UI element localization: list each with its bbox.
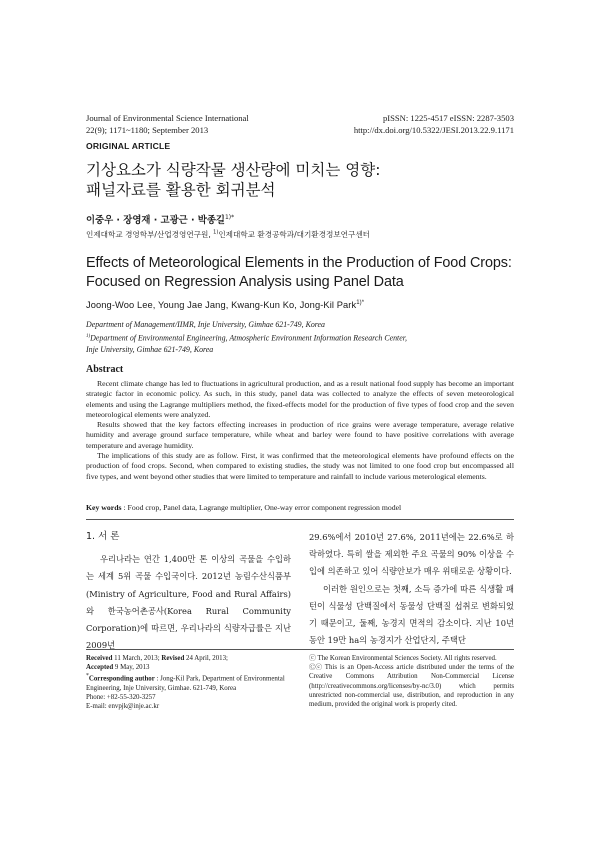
journal-identifiers	[354, 112, 514, 136]
section-heading-introduction: 1. 서 론	[86, 531, 120, 542]
korean-title-line2: 패널자료를 활용한 회귀분석	[86, 181, 276, 199]
accepted	[86, 663, 291, 672]
english-title-line2: Focused on Regression Analysis using Panel Data	[86, 274, 404, 290]
body-paragraph: 29.6%에서 2010년 27.6%, 2011년에는 22.6%로 하락하였다. 특히 쌀을 제외한 주요 곡물의 90% 이상을 수입에 의존하고 있어 식량안보가 매우 위태로운 상황이다.	[309, 532, 514, 577]
email[interactable]: E-mail: envpjk@inje.ac.kr	[86, 703, 160, 711]
license-text: This is an Open-Access article distributed under the terms of the Creative Commons Attribution Non-Commercial License (http://creativecommons.org/licenses/by-nc/3.0) which permits unrestricted non-commercial use, distribution, and reproduction in any medium, provided the original work is properly cited.	[309, 664, 514, 709]
received-label: Received	[86, 655, 113, 662]
corr-sup: *	[86, 673, 89, 680]
journal-citation	[86, 112, 249, 136]
corresponding-author	[86, 672, 291, 693]
keywords-text: : Food crop, Panel data, Lagrange multiplier, One-way error component regression model	[121, 503, 402, 512]
korean-authors	[86, 212, 234, 226]
english-affil-sup: 1)	[86, 333, 91, 339]
divider-footnote	[86, 649, 514, 650]
phone: Phone: +82-55-320-3257	[86, 694, 156, 702]
license-notice	[309, 663, 514, 709]
korean-title-line1: 기상요소가 식량작물 생산량에 미치는 영향:	[86, 161, 381, 179]
english-author-names: Joong-Woo Lee, Young Jae Jang, Kwang-Kun Ko, Jong-Kil Park	[86, 300, 357, 311]
body-paragraph: 우리나라는 연간 1,400만 톤 이상의 곡물을 수입하는 세계 5위 곡물 수입국이다. 2012년 농림수산식품부(Ministry of Agriculture, Food and Rural Affairs)와 한국농어촌공사(Korea Rural Community Corporation)에 따르면, 우리나라의 식량자급률은 지난 2009년	[86, 554, 291, 651]
english-authors	[86, 300, 364, 310]
keywords	[86, 503, 514, 513]
korean-affil-1: 인제대학교 경영학부/산업경영연구원,	[86, 230, 214, 239]
english-affiliation	[86, 319, 516, 355]
journal-name: Journal of Environmental Science International	[86, 113, 249, 123]
article-type: ORIGINAL ARTICLE	[86, 141, 171, 151]
body-left-column	[86, 528, 291, 654]
corr-text: : Jong-Kil Park, Department of Environmental Engineering, Inje University, Gimhae. 621-749, Korea	[86, 675, 285, 692]
abstract-paragraph-1: Recent climate change has led to fluctuations in agricultural production, and as a result national food supply has become an important strategic factor in economic policy. As such, in this study, panel data was collected to analyze the effects of seven meteorological elements and using the Lagrange multipliers method, the fixed-effects model for the production of five types of food crop and the seven meteorological elements were analyzed.	[86, 379, 514, 419]
body-paragraph: 이러한 원인으로는 첫째, 소득 증가에 따른 식생활 패턴이 식물성 단백질에서 동물성 단백질 섭취로 변화되었기 때문이고, 둘째, 농경지 면적의 감소이다. 지난 10년 동안 19만 ha의 농경지가 산업단지, 주택단	[309, 583, 514, 646]
english-title	[86, 254, 516, 292]
footnote-license	[309, 654, 514, 709]
doi-link[interactable]: http://dx.doi.org/10.5322/JESI.2013.22.9.1171	[353, 125, 514, 135]
english-affil-line1: Department of Management/IIMR, Inje University, Gimhae 621-749, Korea	[86, 320, 326, 329]
received-revised	[86, 654, 291, 663]
footnote-dates-contact	[86, 654, 291, 712]
abstract-paragraph-3: The implications of this study are as follow. First, it was confirmed that the meteorological elements have profound effects on the production of food crops. Second, when compared to existing studies, the study was not limited to one food crop but encompassed all five types, and went beyond other studies that were limited to temperature and rainfall to include various meterological elements.	[86, 451, 514, 481]
abstract-heading: Abstract	[86, 364, 124, 375]
received-date: 11 March, 2013;	[112, 655, 162, 662]
creative-commons-icon: Ⓒⓒ	[309, 664, 322, 672]
korean-affil-sup: 1)	[213, 229, 219, 236]
accepted-date: 9 May, 2013	[113, 664, 150, 672]
english-affil-line2	[86, 331, 516, 344]
keywords-label: Key words	[86, 503, 122, 512]
english-affil-line2-text: Department of Environmental Engineering, Atmospheric Environment Information Research Center,	[90, 333, 407, 343]
english-affil-line3: Inje University, Gimhae 621-749, Korea	[86, 344, 214, 354]
volume-info: 22(9); 1171~1180; September 2013	[86, 125, 209, 135]
english-title-line1: Effects of Meteorological Elements in the Production of Food Crops:	[86, 255, 512, 271]
corr-label: Corresponding author	[88, 675, 155, 683]
body-right-column	[309, 529, 514, 649]
copyright-notice: ⓒ The Korean Environmental Sciences Society. All rights reserved.	[309, 655, 497, 662]
issn: pISSN: 1225-4517 eISSN: 2287-3503	[382, 113, 514, 123]
korean-affil-2: 인제대학교 환경공학과/대기환경정보연구센터	[218, 230, 370, 239]
abstract-paragraph-2: Results showed that the key factors effecting increases in production of rice grains were average temperature, average relative humidity and average ground surface temperature, while wheat and barley were found to have positive correlations with average temperature and average humidity.	[86, 420, 514, 450]
revised-date: 24 April, 2013;	[184, 655, 228, 662]
korean-title	[86, 160, 380, 200]
revised-label: Revised	[161, 655, 185, 662]
accepted-label: Accepted	[86, 664, 114, 672]
korean-author-names: 이중우 · 장영재 · 고광근 · 박종길	[86, 215, 225, 226]
english-author-sup: 1)*	[356, 300, 365, 306]
abstract-body	[86, 379, 514, 482]
korean-author-sup: 1)*	[224, 213, 235, 221]
divider-top	[86, 519, 514, 520]
korean-affiliation	[86, 229, 370, 240]
